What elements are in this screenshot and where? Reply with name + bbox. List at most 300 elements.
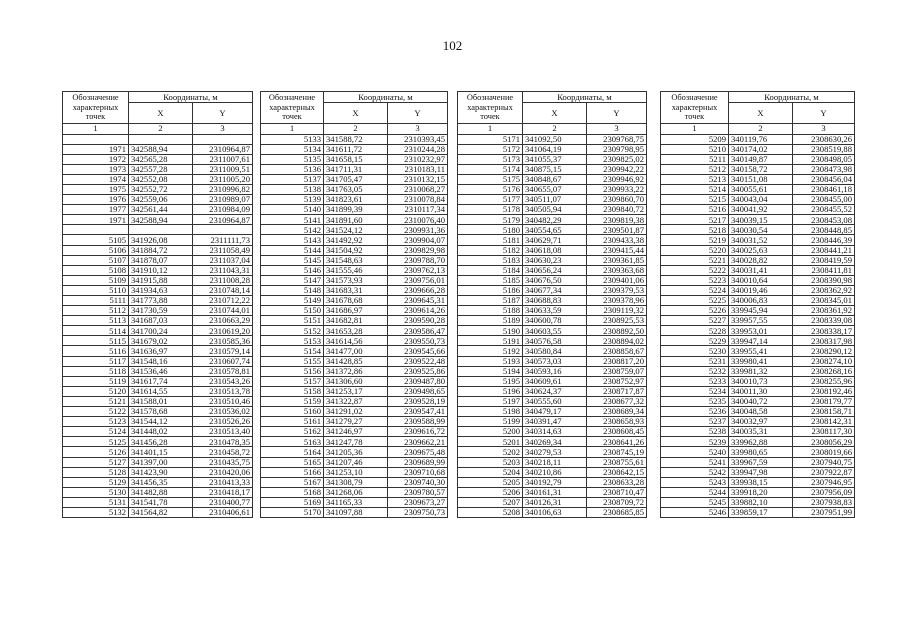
x-coordinate-cell: 340624,37 bbox=[523, 386, 587, 396]
table-row bbox=[63, 396, 253, 406]
y-coordinate-cell: 2310543,26 bbox=[193, 376, 253, 386]
table-row bbox=[63, 174, 253, 184]
x-coordinate-cell: 341617,74 bbox=[129, 376, 193, 386]
coordinate-table-2 bbox=[260, 91, 448, 518]
point-id-cell: 5220 bbox=[661, 245, 729, 255]
x-coordinate-cell: 340048,58 bbox=[729, 407, 793, 417]
header-x: X bbox=[324, 103, 388, 124]
x-coordinate-cell: 340210,86 bbox=[523, 467, 587, 477]
x-coordinate-cell: 340875,15 bbox=[523, 164, 587, 174]
table-row bbox=[661, 154, 855, 164]
point-id-cell bbox=[63, 134, 129, 144]
point-id-cell: 5235 bbox=[661, 396, 729, 406]
point-id-cell: 5108 bbox=[63, 265, 129, 275]
y-coordinate-cell: 2309756,01 bbox=[388, 275, 448, 285]
x-coordinate-cell: 342552,72 bbox=[129, 184, 193, 194]
table-row bbox=[63, 195, 253, 205]
table-row bbox=[63, 255, 253, 265]
x-coordinate-cell: 342588,94 bbox=[129, 215, 193, 225]
point-id-cell: 5218 bbox=[661, 225, 729, 235]
y-coordinate-cell: 2311058,49 bbox=[193, 245, 253, 255]
y-coordinate-cell: 2309614,26 bbox=[388, 306, 448, 316]
y-coordinate-cell: 2308441,21 bbox=[793, 245, 855, 255]
point-id-cell: 5154 bbox=[261, 346, 324, 356]
y-coordinate-cell: 2309762,13 bbox=[388, 265, 448, 275]
coordinate-table-3 bbox=[457, 91, 647, 518]
y-coordinate-cell: 2308925,53 bbox=[587, 316, 647, 326]
table-row bbox=[261, 296, 448, 306]
coordinate-table-1 bbox=[62, 91, 253, 518]
y-coordinate-cell: 2309788,70 bbox=[388, 255, 448, 265]
table-row bbox=[661, 396, 855, 406]
table-row bbox=[661, 245, 855, 255]
y-coordinate-cell: 2307940,75 bbox=[793, 457, 855, 467]
table-row bbox=[63, 417, 253, 427]
y-coordinate-cell: 2310420,06 bbox=[193, 467, 253, 477]
x-coordinate-cell: 340192,79 bbox=[523, 477, 587, 487]
y-coordinate-cell: 2309931,36 bbox=[388, 225, 448, 235]
point-id-cell: 5214 bbox=[661, 184, 729, 194]
table-row bbox=[661, 487, 855, 497]
table-row bbox=[261, 235, 448, 245]
table-row bbox=[261, 356, 448, 366]
x-coordinate-cell: 340031,41 bbox=[729, 265, 793, 275]
y-coordinate-cell: 2308117,30 bbox=[793, 427, 855, 437]
point-id-cell: 5219 bbox=[661, 235, 729, 245]
table-row bbox=[458, 154, 647, 164]
x-coordinate-cell: 341536,46 bbox=[129, 366, 193, 376]
x-coordinate-cell: 341687,03 bbox=[129, 316, 193, 326]
x-coordinate-cell: 341306,60 bbox=[324, 376, 388, 386]
table-row bbox=[261, 376, 448, 386]
point-id-cell: 5217 bbox=[661, 215, 729, 225]
y-coordinate-cell: 2308158,71 bbox=[793, 407, 855, 417]
point-id-cell: 5115 bbox=[63, 336, 129, 346]
table-row bbox=[661, 507, 855, 517]
table-row bbox=[63, 235, 253, 245]
point-id-cell bbox=[63, 225, 129, 235]
point-id-cell: 5178 bbox=[458, 205, 523, 215]
table-row bbox=[63, 477, 253, 487]
point-id-cell: 5166 bbox=[261, 467, 324, 477]
table-row bbox=[63, 467, 253, 477]
table-row bbox=[63, 164, 253, 174]
y-coordinate-cell: 2308339,08 bbox=[793, 316, 855, 326]
table-row bbox=[261, 306, 448, 316]
y-coordinate-cell: 2308411,81 bbox=[793, 265, 855, 275]
table-row bbox=[63, 326, 253, 336]
point-id-cell: 5208 bbox=[458, 507, 523, 517]
x-coordinate-cell: 341555,46 bbox=[324, 265, 388, 275]
point-id-cell: 5116 bbox=[63, 346, 129, 356]
point-id-cell: 5197 bbox=[458, 396, 523, 406]
point-id-cell: 5126 bbox=[63, 447, 129, 457]
table-row bbox=[661, 376, 855, 386]
point-id-cell: 5232 bbox=[661, 366, 729, 376]
y-coordinate-cell: 2309378,96 bbox=[587, 296, 647, 306]
table-row bbox=[261, 487, 448, 497]
table-row bbox=[458, 215, 647, 225]
point-id-cell: 5240 bbox=[661, 447, 729, 457]
y-coordinate-cell: 2309586,47 bbox=[388, 326, 448, 336]
y-coordinate-cell: 2310607,74 bbox=[193, 356, 253, 366]
point-id-cell: 5168 bbox=[261, 487, 324, 497]
x-coordinate-cell: 339947,14 bbox=[729, 336, 793, 346]
table-row bbox=[661, 225, 855, 235]
table-row bbox=[458, 497, 647, 507]
table-row bbox=[261, 316, 448, 326]
table-row bbox=[661, 215, 855, 225]
table-row bbox=[458, 225, 647, 235]
point-id-cell: 5149 bbox=[261, 296, 324, 306]
y-coordinate-cell: 2309547,41 bbox=[388, 407, 448, 417]
x-coordinate-cell: 341910,12 bbox=[129, 265, 193, 275]
x-coordinate-cell: 341588,01 bbox=[129, 396, 193, 406]
y-coordinate-cell: 2310458,72 bbox=[193, 447, 253, 457]
y-coordinate-cell: 2308745,19 bbox=[587, 447, 647, 457]
x-coordinate-cell: 339980,41 bbox=[729, 356, 793, 366]
table-row bbox=[458, 326, 647, 336]
x-coordinate-cell: 340043,04 bbox=[729, 195, 793, 205]
y-coordinate-cell: 2309415,44 bbox=[587, 245, 647, 255]
x-coordinate-cell: 341705,47 bbox=[324, 174, 388, 184]
y-coordinate-cell: 2310585,36 bbox=[193, 336, 253, 346]
point-id-cell: 5176 bbox=[458, 184, 523, 194]
x-coordinate-cell: 341477,00 bbox=[324, 346, 388, 356]
point-id-cell: 5193 bbox=[458, 356, 523, 366]
point-id-cell: 5129 bbox=[63, 477, 129, 487]
point-id-cell: 5120 bbox=[63, 386, 129, 396]
table-row bbox=[261, 396, 448, 406]
header-point-label: Обозначение характерных точек bbox=[661, 92, 729, 124]
table-row bbox=[661, 205, 855, 215]
x-coordinate-cell: 340677,34 bbox=[523, 285, 587, 295]
table-row bbox=[661, 275, 855, 285]
table-row bbox=[261, 427, 448, 437]
header-col-number: 3 bbox=[388, 124, 448, 135]
point-id-cell: 5140 bbox=[261, 205, 324, 215]
x-coordinate-cell: 341682,81 bbox=[324, 316, 388, 326]
header-x: X bbox=[729, 103, 793, 124]
table-row bbox=[261, 507, 448, 517]
table-row bbox=[261, 417, 448, 427]
y-coordinate-cell: 2307946,95 bbox=[793, 477, 855, 487]
header-coordinates: Координаты, м bbox=[523, 92, 647, 103]
y-coordinate-cell: 2308317,98 bbox=[793, 336, 855, 346]
point-id-cell: 5141 bbox=[261, 215, 324, 225]
y-coordinate-cell: 2309798,95 bbox=[587, 144, 647, 154]
x-coordinate-cell: 341268,06 bbox=[324, 487, 388, 497]
header-point-label: Обозначение характерных точек bbox=[63, 92, 129, 124]
y-coordinate-cell: 2310393,45 bbox=[388, 134, 448, 144]
y-coordinate-cell: 2308498,05 bbox=[793, 154, 855, 164]
table-row bbox=[458, 306, 647, 316]
x-coordinate-cell: 341548,16 bbox=[129, 356, 193, 366]
table-row bbox=[63, 265, 253, 275]
y-coordinate-cell: 2308455,52 bbox=[793, 205, 855, 215]
x-coordinate-cell: 341064,19 bbox=[523, 144, 587, 154]
x-coordinate-cell: 340032,97 bbox=[729, 417, 793, 427]
x-coordinate-cell: 340151,08 bbox=[729, 174, 793, 184]
point-id-cell: 5163 bbox=[261, 437, 324, 447]
x-coordinate-cell: 340676,50 bbox=[523, 275, 587, 285]
table-row bbox=[261, 457, 448, 467]
point-id-cell: 5189 bbox=[458, 316, 523, 326]
y-coordinate-cell: 2309933,22 bbox=[587, 184, 647, 194]
point-id-cell: 5229 bbox=[661, 336, 729, 346]
x-coordinate-cell: 341730,59 bbox=[129, 306, 193, 316]
y-coordinate-cell: 2308142,31 bbox=[793, 417, 855, 427]
table-row bbox=[261, 164, 448, 174]
table-row bbox=[458, 507, 647, 517]
x-coordinate-cell: 341564,82 bbox=[129, 507, 193, 517]
x-coordinate-cell: 340039,15 bbox=[729, 215, 793, 225]
x-coordinate-cell: 340391,47 bbox=[523, 417, 587, 427]
x-coordinate-cell: 339981,32 bbox=[729, 366, 793, 376]
point-id-cell: 5143 bbox=[261, 235, 324, 245]
y-coordinate-cell: 2310132,15 bbox=[388, 174, 448, 184]
y-coordinate-cell: 2308717,87 bbox=[587, 386, 647, 396]
y-coordinate-cell: 2310578,81 bbox=[193, 366, 253, 376]
y-coordinate-cell: 2309675,48 bbox=[388, 447, 448, 457]
table-row bbox=[458, 195, 647, 205]
y-coordinate-cell: 2309819,38 bbox=[587, 215, 647, 225]
table-row bbox=[458, 457, 647, 467]
point-id-cell: 5222 bbox=[661, 265, 729, 275]
point-id-cell: 1976 bbox=[63, 195, 129, 205]
table-row bbox=[661, 457, 855, 467]
y-coordinate-cell: 2308689,34 bbox=[587, 407, 647, 417]
point-id-cell: 5164 bbox=[261, 447, 324, 457]
point-id-cell: 5180 bbox=[458, 225, 523, 235]
x-coordinate-cell: 341678,68 bbox=[324, 296, 388, 306]
table-row bbox=[63, 457, 253, 467]
y-coordinate-cell: 2309522,48 bbox=[388, 356, 448, 366]
point-id-cell: 5162 bbox=[261, 427, 324, 437]
table-row bbox=[261, 497, 448, 507]
x-coordinate-cell: 341611,72 bbox=[324, 144, 388, 154]
point-id-cell: 5225 bbox=[661, 296, 729, 306]
x-coordinate-cell: 341279,27 bbox=[324, 417, 388, 427]
point-id-cell: 5173 bbox=[458, 154, 523, 164]
table-row bbox=[661, 296, 855, 306]
y-coordinate-cell: 2308519,88 bbox=[793, 144, 855, 154]
point-id-cell: 5207 bbox=[458, 497, 523, 507]
x-coordinate-cell: 339955,41 bbox=[729, 346, 793, 356]
point-id-cell: 5124 bbox=[63, 427, 129, 437]
table-row bbox=[63, 507, 253, 517]
y-coordinate-cell: 2308630,26 bbox=[793, 134, 855, 144]
y-coordinate-cell: 2310406,61 bbox=[193, 507, 253, 517]
point-id-cell: 5195 bbox=[458, 376, 523, 386]
y-coordinate-cell: 2310078,84 bbox=[388, 195, 448, 205]
x-coordinate-cell: 342557,28 bbox=[129, 164, 193, 174]
point-id-cell: 5109 bbox=[63, 275, 129, 285]
point-id-cell: 5122 bbox=[63, 407, 129, 417]
header-coordinates: Координаты, м bbox=[729, 92, 855, 103]
table-row bbox=[661, 316, 855, 326]
point-id-cell: 5145 bbox=[261, 255, 324, 265]
x-coordinate-cell: 342588,94 bbox=[129, 144, 193, 154]
point-id-cell: 1974 bbox=[63, 174, 129, 184]
table-row bbox=[261, 336, 448, 346]
point-id-cell: 5159 bbox=[261, 396, 324, 406]
point-id-cell: 5138 bbox=[261, 184, 324, 194]
point-id-cell: 5113 bbox=[63, 316, 129, 326]
y-coordinate-cell: 2308633,28 bbox=[587, 477, 647, 487]
x-coordinate-cell: 341653,28 bbox=[324, 326, 388, 336]
header-point-label: Обозначение характерных точек bbox=[458, 92, 523, 124]
x-coordinate-cell: 341247,78 bbox=[324, 437, 388, 447]
point-id-cell: 5184 bbox=[458, 265, 523, 275]
y-coordinate-cell: 2308608,45 bbox=[587, 427, 647, 437]
y-coordinate-cell: 2308290,12 bbox=[793, 346, 855, 356]
header-col-number: 1 bbox=[63, 124, 129, 135]
x-coordinate-cell: 340576,58 bbox=[523, 336, 587, 346]
x-coordinate-cell: 339957,55 bbox=[729, 316, 793, 326]
x-coordinate-cell: 341097,88 bbox=[324, 507, 388, 517]
table-row bbox=[458, 316, 647, 326]
x-coordinate-cell: 340269,34 bbox=[523, 437, 587, 447]
point-id-cell: 5179 bbox=[458, 215, 523, 225]
y-coordinate-cell: 2308755,61 bbox=[587, 457, 647, 467]
x-coordinate-cell: 340158,72 bbox=[729, 164, 793, 174]
point-id-cell: 5169 bbox=[261, 497, 324, 507]
point-id-cell: 5117 bbox=[63, 356, 129, 366]
x-coordinate-cell: 340161,31 bbox=[523, 487, 587, 497]
y-coordinate-cell: 2311008,28 bbox=[193, 275, 253, 285]
y-coordinate-cell: 2309501,87 bbox=[587, 225, 647, 235]
x-coordinate-cell: 340573,03 bbox=[523, 356, 587, 366]
point-id-cell: 5203 bbox=[458, 457, 523, 467]
header-y: Y bbox=[587, 103, 647, 124]
y-coordinate-cell: 2308390,98 bbox=[793, 275, 855, 285]
y-coordinate-cell: 2310964,87 bbox=[193, 144, 253, 154]
point-id-cell: 5226 bbox=[661, 306, 729, 316]
table-row bbox=[661, 346, 855, 356]
point-id-cell: 5244 bbox=[661, 487, 729, 497]
table-row bbox=[458, 235, 647, 245]
y-coordinate-cell: 2308817,20 bbox=[587, 356, 647, 366]
x-coordinate-cell: 341588,72 bbox=[324, 134, 388, 144]
point-id-cell: 5114 bbox=[63, 326, 129, 336]
table-row bbox=[661, 437, 855, 447]
point-id-cell: 1971 bbox=[63, 215, 129, 225]
coordinate-table-4 bbox=[660, 91, 855, 518]
table-row bbox=[261, 245, 448, 255]
table-row bbox=[661, 174, 855, 184]
y-coordinate-cell: 2309363,68 bbox=[587, 265, 647, 275]
point-id-cell: 5237 bbox=[661, 417, 729, 427]
point-id-cell: 5172 bbox=[458, 144, 523, 154]
y-coordinate-cell: 2308685,85 bbox=[587, 507, 647, 517]
y-coordinate-cell: 2309768,75 bbox=[587, 134, 647, 144]
point-id-cell: 5144 bbox=[261, 245, 324, 255]
point-id-cell: 5142 bbox=[261, 225, 324, 235]
point-id-cell: 5105 bbox=[63, 235, 129, 245]
x-coordinate-cell: 341686,97 bbox=[324, 306, 388, 316]
point-id-cell: 5238 bbox=[661, 427, 729, 437]
point-id-cell: 5210 bbox=[661, 144, 729, 154]
y-coordinate-cell: 2311043,31 bbox=[193, 265, 253, 275]
table-row bbox=[63, 184, 253, 194]
table-row bbox=[63, 386, 253, 396]
y-coordinate-cell: 2310579,14 bbox=[193, 346, 253, 356]
table-row bbox=[661, 255, 855, 265]
y-coordinate-cell: 2308455,00 bbox=[793, 195, 855, 205]
table-row bbox=[661, 306, 855, 316]
point-id-cell: 5194 bbox=[458, 366, 523, 376]
x-coordinate-cell: 341092,50 bbox=[523, 134, 587, 144]
table-row bbox=[261, 447, 448, 457]
table-row bbox=[458, 184, 647, 194]
table-row bbox=[458, 376, 647, 386]
point-id-cell: 5199 bbox=[458, 417, 523, 427]
point-id-cell: 5231 bbox=[661, 356, 729, 366]
y-coordinate-cell: 2310244,28 bbox=[388, 144, 448, 154]
table-row bbox=[63, 437, 253, 447]
x-coordinate-cell: 340618,08 bbox=[523, 245, 587, 255]
header-col-number: 2 bbox=[729, 124, 793, 135]
point-id-cell: 5137 bbox=[261, 174, 324, 184]
point-id-cell: 5215 bbox=[661, 195, 729, 205]
table-row bbox=[661, 407, 855, 417]
point-id-cell: 5236 bbox=[661, 407, 729, 417]
point-id-cell: 5233 bbox=[661, 376, 729, 386]
y-coordinate-cell: 2309361,85 bbox=[587, 255, 647, 265]
y-coordinate-cell: 2310400,77 bbox=[193, 497, 253, 507]
y-coordinate-cell: 2308192,46 bbox=[793, 386, 855, 396]
table-row bbox=[63, 376, 253, 386]
x-coordinate-cell: 341165,33 bbox=[324, 497, 388, 507]
table-row bbox=[261, 366, 448, 376]
point-id-cell: 5135 bbox=[261, 154, 324, 164]
point-id-cell: 5156 bbox=[261, 366, 324, 376]
y-coordinate-cell: 2309379,53 bbox=[587, 285, 647, 295]
y-coordinate-cell: 2308858,67 bbox=[587, 346, 647, 356]
point-id-cell: 5183 bbox=[458, 255, 523, 265]
table-row bbox=[458, 275, 647, 285]
point-id-cell: 5191 bbox=[458, 336, 523, 346]
y-coordinate-cell: 2310619,20 bbox=[193, 326, 253, 336]
y-coordinate-cell: 2310418,17 bbox=[193, 487, 253, 497]
point-id-cell: 5205 bbox=[458, 477, 523, 487]
x-coordinate-cell: 340482,29 bbox=[523, 215, 587, 225]
point-id-cell: 5157 bbox=[261, 376, 324, 386]
y-coordinate-cell: 2310183,11 bbox=[388, 164, 448, 174]
table-row bbox=[261, 407, 448, 417]
table-row bbox=[661, 417, 855, 427]
point-id-cell: 5175 bbox=[458, 174, 523, 184]
y-coordinate-cell: 2308456,04 bbox=[793, 174, 855, 184]
x-coordinate-cell: 340011,30 bbox=[729, 386, 793, 396]
x-coordinate-cell: 341548,63 bbox=[324, 255, 388, 265]
x-coordinate-cell: 339945,94 bbox=[729, 306, 793, 316]
x-coordinate-cell: 340010,73 bbox=[729, 376, 793, 386]
table-row bbox=[458, 437, 647, 447]
y-coordinate-cell: 2309860,70 bbox=[587, 195, 647, 205]
y-coordinate-cell: 2309946,92 bbox=[587, 174, 647, 184]
x-coordinate-cell: 340314,63 bbox=[523, 427, 587, 437]
point-id-cell: 5187 bbox=[458, 296, 523, 306]
y-coordinate-cell: 2310712,22 bbox=[193, 296, 253, 306]
y-coordinate-cell bbox=[193, 225, 253, 235]
point-id-cell: 5153 bbox=[261, 336, 324, 346]
y-coordinate-cell: 2309433,38 bbox=[587, 235, 647, 245]
x-coordinate-cell: 340035,31 bbox=[729, 427, 793, 437]
point-id-cell: 5123 bbox=[63, 417, 129, 427]
page-number: 102 bbox=[442, 38, 463, 53]
